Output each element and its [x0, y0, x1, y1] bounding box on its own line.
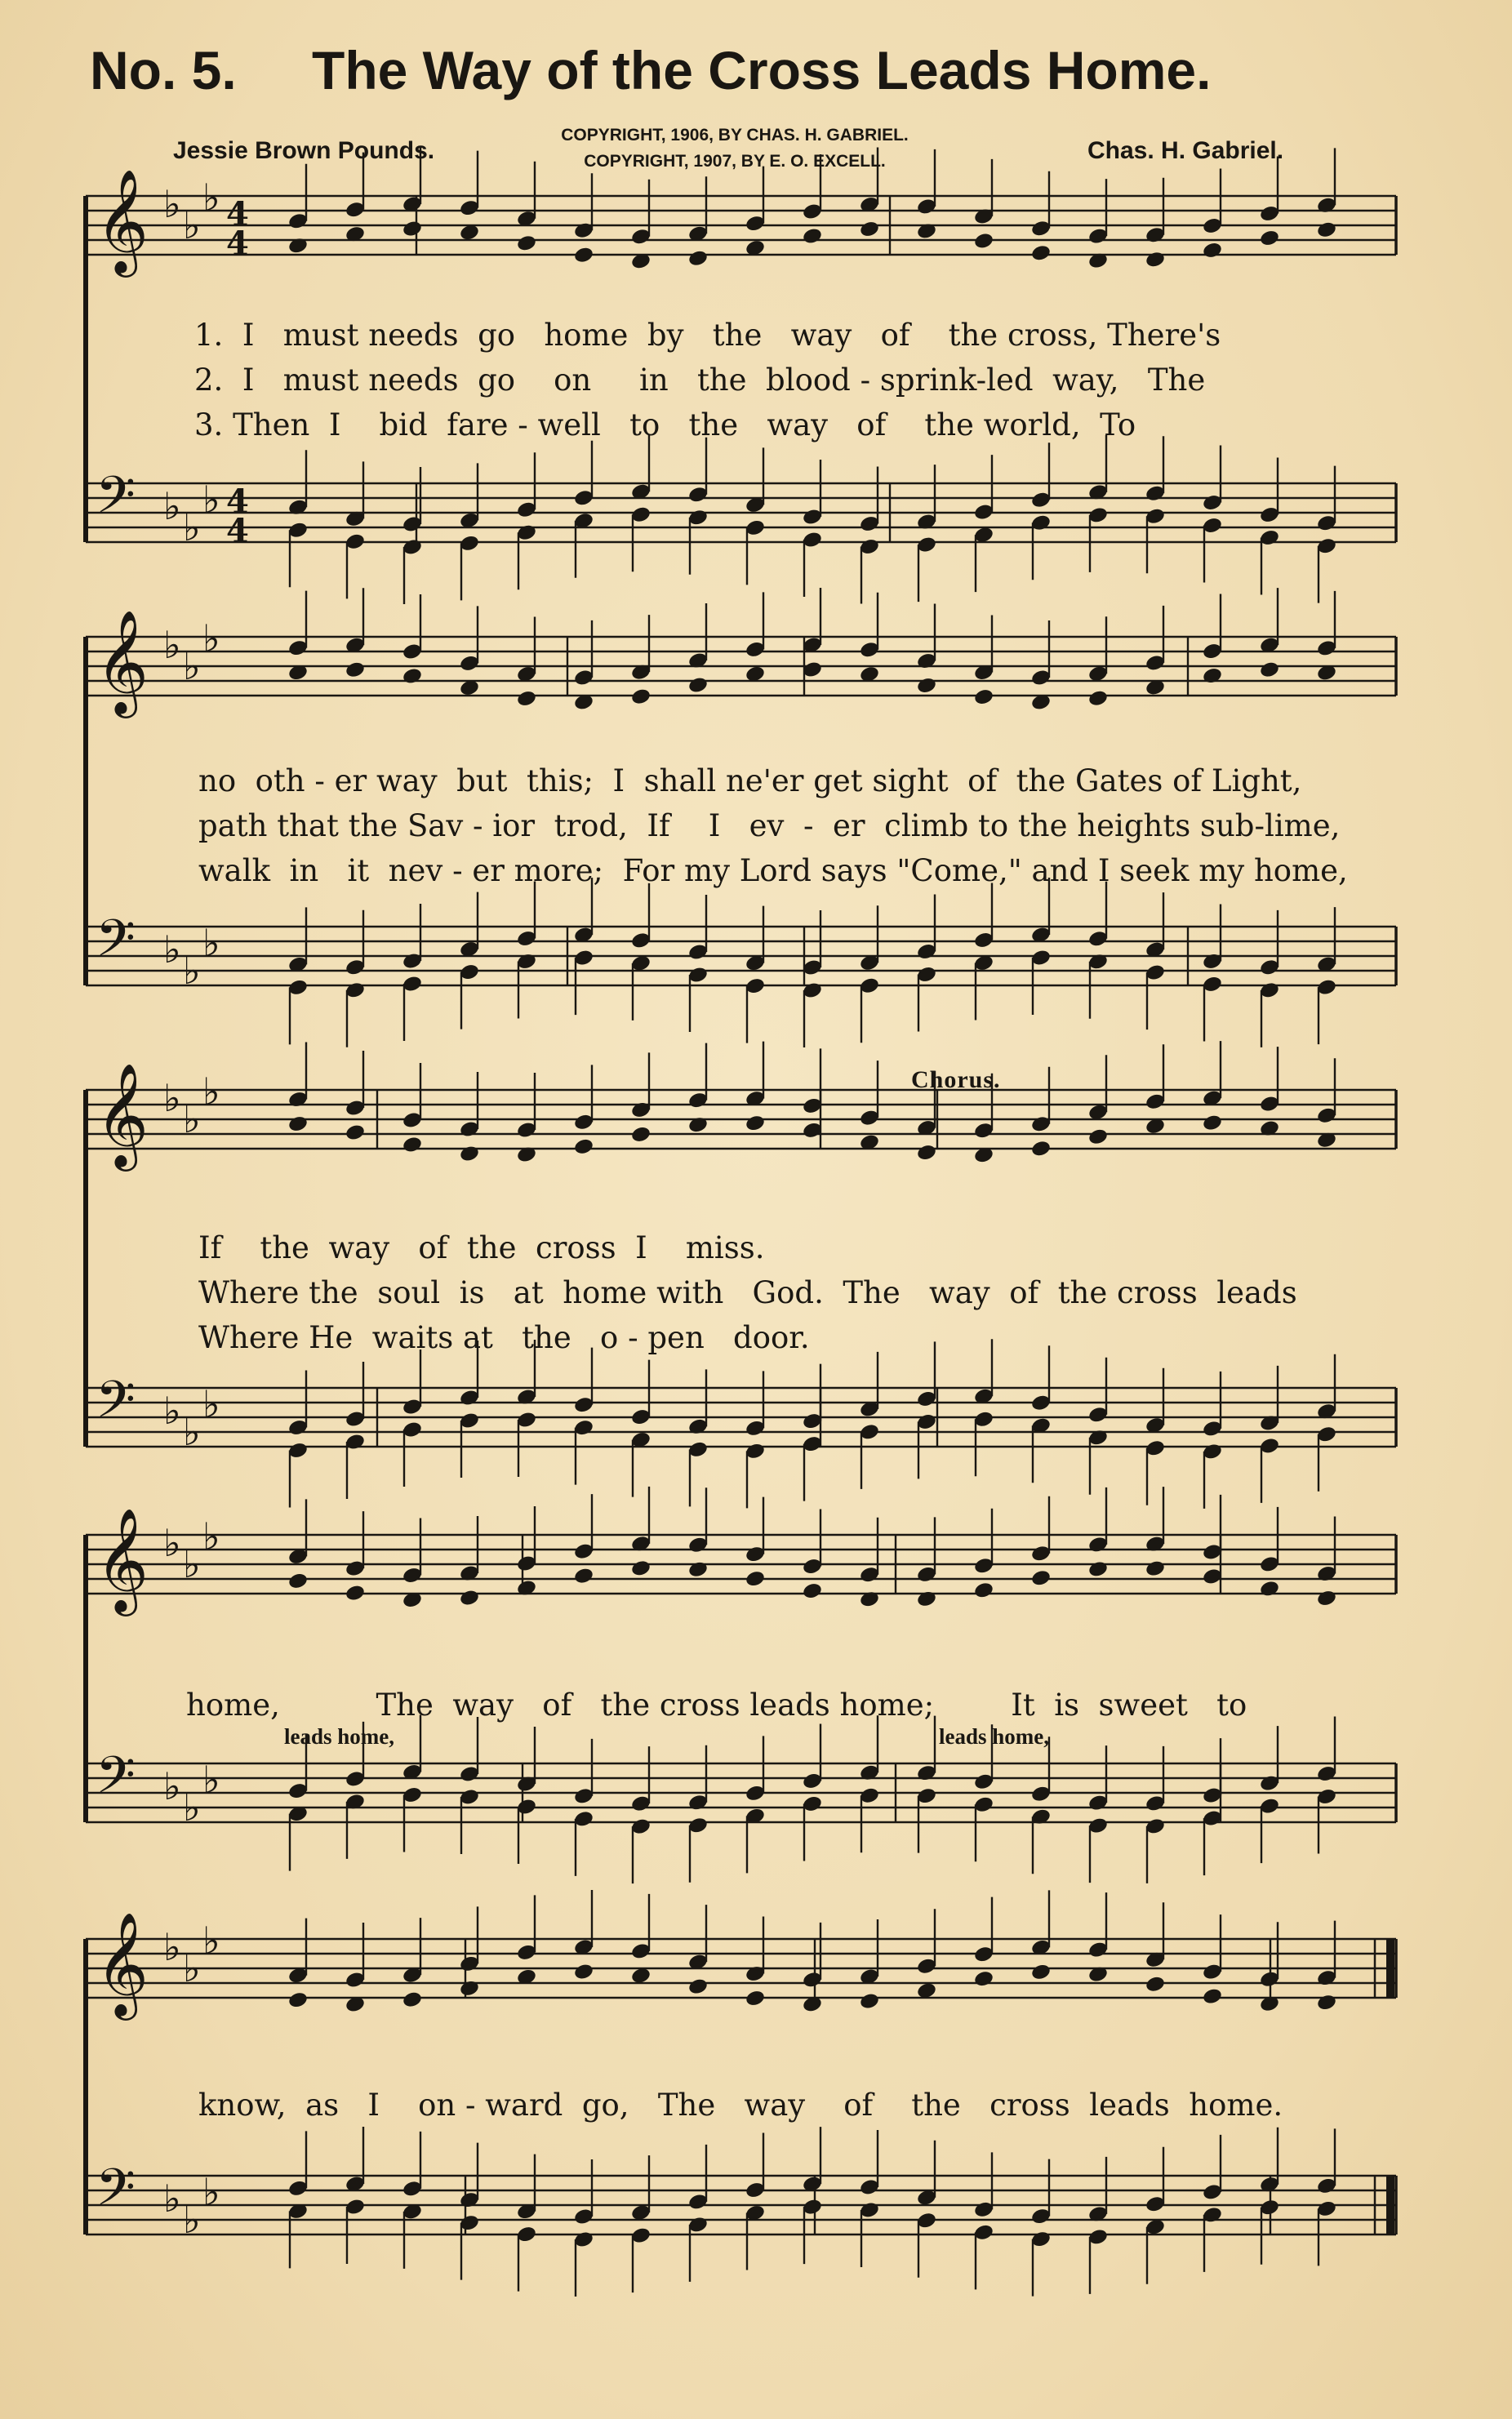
flat-sign: ♭ [163, 1076, 181, 1120]
note-head [687, 1977, 709, 1996]
note-head [459, 1589, 480, 1607]
flat-sign: ♭ [183, 949, 201, 993]
flat-sign: ♭ [202, 176, 220, 220]
verse-2-line-3: Where the soul is at home with God. The way of the cross leads [198, 1275, 1297, 1310]
note-head [687, 249, 709, 268]
note-head [1145, 1559, 1166, 1578]
note-head [1202, 241, 1223, 260]
flat-sign: ♭ [202, 616, 220, 660]
time-signature: 4 [226, 512, 249, 550]
flat-sign: ♭ [183, 1542, 201, 1586]
note-head [459, 1145, 480, 1163]
time-signature: 4 [226, 225, 249, 263]
time-signature: 4 [226, 195, 249, 233]
note-head [859, 220, 880, 238]
note-head [1316, 1589, 1337, 1607]
chorus-label: Chorus. [911, 1066, 1001, 1093]
note-head [345, 1123, 366, 1142]
flat-sign: ♭ [202, 1758, 220, 1802]
bass-clef: 𝄢 [96, 1745, 136, 1817]
flat-sign: ♭ [183, 505, 201, 549]
note-head [1259, 660, 1280, 679]
time-signature: 4 [226, 482, 249, 521]
note-head [802, 227, 823, 246]
lyricist-credit: Jessie Brown Pounds. [173, 137, 435, 164]
flat-sign: ♭ [163, 484, 181, 528]
flat-sign: ♭ [202, 478, 220, 522]
note-head [1316, 220, 1337, 239]
note-head [687, 1115, 709, 1134]
verse-3-line-1: 3. Then I bid fare - well to the way of the world, To [194, 407, 1136, 442]
note-head [1202, 1114, 1223, 1132]
chorus-line-1: home, The way of the cross leads home; It is sweet to [186, 1688, 1247, 1723]
note-head [1316, 1993, 1337, 2012]
bass-clef: 𝄢 [96, 908, 136, 980]
flat-sign: ♭ [163, 927, 181, 972]
note-head [573, 1963, 594, 1981]
final-bar [1386, 2176, 1394, 2234]
flat-sign: ♭ [183, 1785, 201, 1830]
note-head [402, 1136, 423, 1154]
note-head [516, 689, 537, 708]
note-head [1087, 1127, 1109, 1146]
note-head [402, 1990, 423, 2009]
note-head [573, 246, 594, 265]
note-head [287, 1572, 309, 1590]
note-head [345, 1584, 366, 1603]
bass-clef: 𝄢 [96, 465, 136, 537]
flat-sign: ♭ [183, 2198, 201, 2242]
flat-sign: ♭ [202, 2170, 220, 2214]
note-head [745, 1569, 766, 1588]
flat-sign: ♭ [163, 1764, 181, 1808]
copyright-line-2: COPYRIGHT, 1907, BY E. O. EXCELL. [584, 152, 886, 171]
verse-3-line-3: Where He waits at the o - pen door. [198, 1320, 810, 1355]
flat-sign: ♭ [183, 1946, 201, 1990]
flat-sign: ♭ [163, 1925, 181, 1969]
note-head [1030, 244, 1052, 263]
flat-sign: ♭ [183, 1097, 201, 1141]
flat-sign: ♭ [163, 182, 181, 226]
note-head [573, 1137, 594, 1156]
verse-1-line-3: If the way of the cross I miss. [198, 1230, 765, 1265]
hymn-number: No. 5. [90, 40, 237, 100]
copyright-line-1: COPYRIGHT, 1906, BY CHAS. H. GABRIEL. [561, 126, 909, 145]
verse-1-line-2: no oth - er way but this; I shall ne'er get sight of the Gates of Light, [198, 763, 1302, 798]
note-head [916, 1143, 937, 1162]
note-head [1259, 1580, 1280, 1599]
treble-clef: 𝄞 [96, 168, 149, 273]
note-head [287, 1114, 309, 1133]
verse-2-line-1: 2. I must needs go on in the blood - sprink-led way, The [194, 362, 1206, 398]
note-head [1202, 1987, 1223, 2006]
bass-words-1: leads home, [284, 1724, 394, 1749]
flat-sign: ♭ [163, 623, 181, 667]
bass-words-2: leads home, [939, 1724, 1049, 1749]
note-head [802, 1581, 823, 1600]
hymn-title: The Way of the Cross Leads Home. [312, 40, 1212, 100]
treble-clef: 𝄞 [96, 609, 149, 714]
note-head [1030, 1140, 1052, 1158]
bass-clef: 𝄢 [96, 2157, 136, 2230]
note-head [1030, 1568, 1052, 1587]
note-head [745, 1114, 766, 1132]
composer-credit: Chas. H. Gabriel. [1087, 137, 1284, 164]
flat-sign: ♭ [202, 1514, 220, 1559]
bass-clef: 𝄢 [96, 1369, 136, 1442]
note-head [630, 1559, 651, 1578]
note-head [1202, 666, 1223, 685]
note-head [630, 687, 651, 706]
flat-sign: ♭ [202, 1919, 220, 1963]
note-head [459, 1979, 480, 1998]
note-head [345, 660, 366, 679]
note-head [916, 1590, 937, 1608]
note-head [973, 687, 994, 706]
note-head [687, 1560, 709, 1579]
note-head [973, 232, 994, 251]
flat-sign: ♭ [202, 921, 220, 965]
treble-clef: 𝄞 [96, 1062, 149, 1167]
note-head [573, 1567, 594, 1585]
note-head [1030, 1963, 1052, 1981]
verse-2-line-2: path that the Sav - ior trod, If I ev - er climb to the heights sub-lime, [198, 808, 1341, 843]
chorus-line-2: know, as I on - ward go, The way of the cross leads home. [198, 2088, 1283, 2123]
note-head [1087, 689, 1109, 708]
note-head [973, 1581, 994, 1599]
flat-sign: ♭ [183, 203, 201, 247]
note-head [402, 220, 423, 238]
note-head [687, 676, 709, 695]
note-head [973, 1969, 994, 1988]
note-head [1145, 251, 1166, 269]
flat-sign: ♭ [183, 1410, 201, 1454]
treble-clef: 𝄞 [96, 1911, 149, 2016]
flat-sign: ♭ [163, 1521, 181, 1565]
note-head [287, 1990, 309, 2009]
note-head [516, 234, 537, 253]
flat-sign: ♭ [163, 2177, 181, 2221]
note-head [916, 676, 937, 695]
note-head [630, 1125, 651, 1144]
flat-sign: ♭ [202, 1069, 220, 1114]
note-head [402, 667, 423, 686]
verse-1-line-1: 1. I must needs go home by the way of the cross, There's [194, 318, 1221, 353]
verse-3-line-2: walk in it nev - er more; For my Lord says "Come," and I seek my home, [198, 853, 1348, 888]
note-head [859, 1992, 880, 2011]
note-head [1145, 1975, 1166, 1994]
note-head [1087, 1560, 1109, 1579]
treble-clef: 𝄞 [96, 1507, 149, 1612]
flat-sign: ♭ [202, 1382, 220, 1426]
flat-sign: ♭ [183, 644, 201, 688]
flat-sign: ♭ [163, 1389, 181, 1433]
final-bar [1386, 1939, 1394, 1998]
note-head [1259, 229, 1280, 247]
note-head [745, 1989, 766, 2008]
